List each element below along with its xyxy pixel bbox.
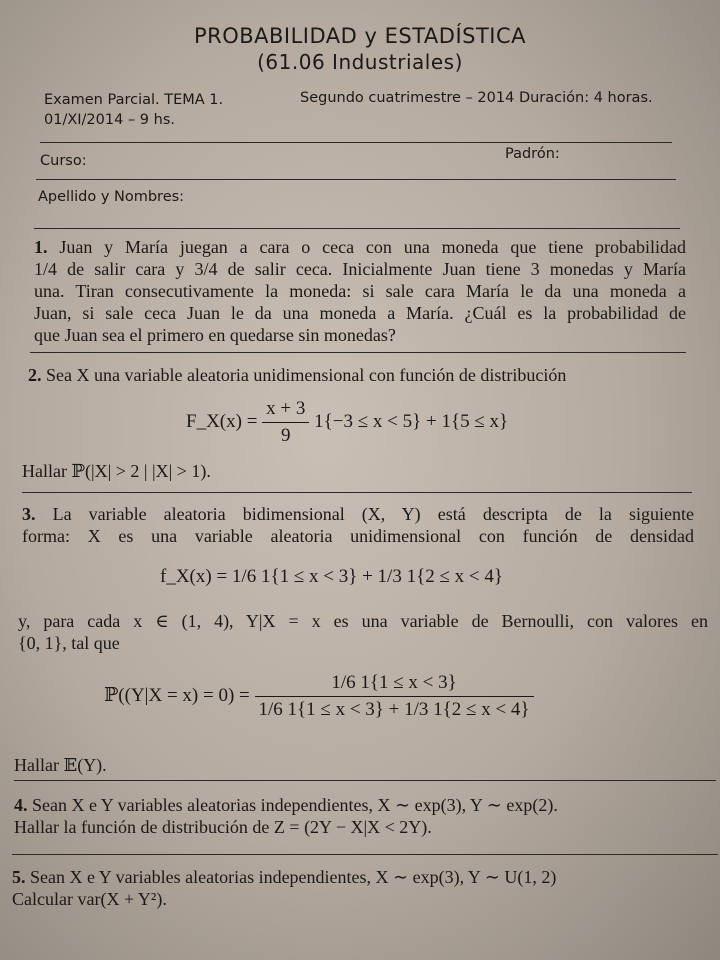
bernoulli-formula bbox=[104, 672, 534, 721]
formula-fraction bbox=[262, 398, 309, 447]
question-2-task: Hallar ℙ(|X| > 2 | |X| > 1). bbox=[22, 461, 211, 481]
density-formula: f_X(x) = 1/6 1{1 ≤ x < 3} + 1/3 1{2 ≤ x < 4} bbox=[160, 566, 503, 587]
question-text: Juan, si sale ceca Juan le da una moneda a María. ¿Cuál es la probabilidad de bbox=[34, 303, 686, 323]
divider bbox=[30, 352, 686, 353]
question-text: una. Tiran consecutivamente la moneda: si sale cara María le da una moneda a bbox=[34, 281, 686, 301]
question-text: Sean X e Y variables aleatorias independientes, X ∼ exp(3), Y ∼ exp(2). bbox=[32, 795, 558, 815]
question-4 bbox=[14, 794, 718, 838]
question-3 bbox=[22, 503, 694, 547]
divider bbox=[14, 780, 716, 781]
question-text: 1/4 de salir cara y 3/4 de salir ceca. Inicialmente Juan tiene 3 monedas y María bbox=[34, 259, 686, 279]
question-3-cont bbox=[18, 610, 708, 654]
apellido-label: Apellido y Nombres: bbox=[38, 189, 185, 205]
question-text: Calcular var(X + Y²). bbox=[12, 889, 167, 909]
question-number: 3. bbox=[22, 504, 36, 524]
formula-numerator: x + 3 bbox=[266, 398, 306, 419]
distribution-formula bbox=[186, 398, 508, 447]
question-5 bbox=[12, 866, 718, 910]
padron-label: Padrón: bbox=[505, 146, 560, 162]
formula-fraction bbox=[255, 672, 534, 721]
question-text: forma: X es una variable aleatoria unidimensional con función de densidad bbox=[22, 526, 694, 546]
formula-numerator: 1/6 1{1 ≤ x < 3} bbox=[331, 672, 457, 693]
formula-indicators: 1{−3 ≤ x < 5} + 1{5 ≤ x} bbox=[314, 410, 509, 432]
divider bbox=[12, 854, 718, 855]
question-text: Sean X e Y variables aleatorias independientes, X ∼ exp(3), Y ∼ U(1, 2) bbox=[30, 867, 557, 887]
divider bbox=[36, 179, 676, 180]
question-text: La variable aleatoria bidimensional (X, Y) está descripta de la siguiente bbox=[52, 504, 694, 524]
term-duration: Segundo cuatrimestre – 2014 Duración: 4 horas. bbox=[300, 90, 653, 106]
exam-type: Examen Parcial. TEMA 1. bbox=[44, 92, 224, 108]
formula-denominator: 9 bbox=[262, 422, 309, 447]
exam-subtitle: (61.06 Industriales) bbox=[257, 50, 463, 74]
exam-title: PROBABILIDAD y ESTADÍSTICA bbox=[193, 24, 527, 48]
question-2 bbox=[28, 364, 668, 386]
question-number: 4. bbox=[14, 795, 28, 815]
question-text: Sea X una variable aleatoria unidimensional con función de distribución bbox=[46, 365, 567, 385]
formula-lhs: ℙ((Y|X = x) = 0) = bbox=[104, 684, 250, 706]
question-text: Hallar la función de distribución de Z = (2Y − X|X < 2Y). bbox=[14, 817, 432, 837]
question-1 bbox=[34, 236, 686, 346]
divider bbox=[22, 492, 692, 493]
exam-date: 01/XI/2014 – 9 hs. bbox=[44, 112, 175, 128]
question-text: que Juan sea el primero en quedarse sin monedas? bbox=[34, 325, 396, 345]
formula-denominator: 1/6 1{1 ≤ x < 3} + 1/3 1{2 ≤ x < 4} bbox=[255, 696, 534, 721]
question-3-task: Hallar 𝔼(Y). bbox=[14, 755, 107, 775]
question-text: Juan y María juegan a cara o ceca con una moneda que tiene probabilidad bbox=[59, 237, 687, 257]
question-number: 2. bbox=[28, 365, 42, 385]
curso-label: Curso: bbox=[40, 153, 87, 169]
question-text: {0, 1}, tal que bbox=[18, 633, 120, 653]
divider bbox=[34, 228, 680, 229]
question-text: y, para cada x ∈ (1, 4), Y|X = x es una variable de Bernoulli, con valores en bbox=[18, 611, 708, 631]
formula-lhs: F_X(x) = bbox=[186, 410, 258, 432]
divider bbox=[40, 142, 672, 143]
question-number: 1. bbox=[34, 237, 48, 257]
question-number: 5. bbox=[12, 867, 26, 887]
